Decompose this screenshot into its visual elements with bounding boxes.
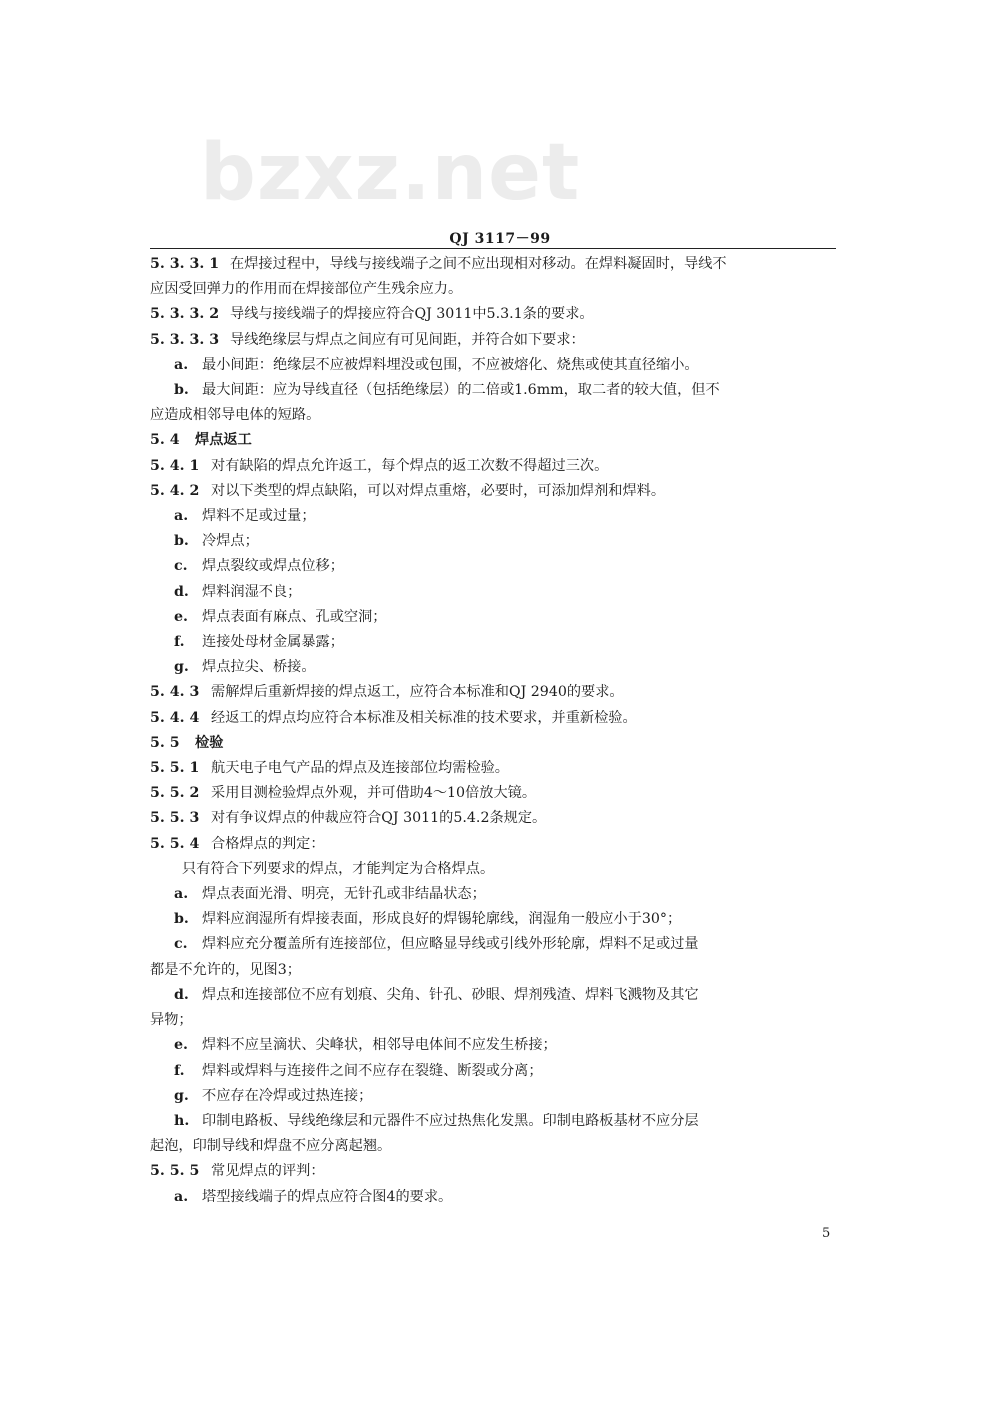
- line-text: 对有争议焊点的仲裁应符合QJ 3011的5.4.2条规定。: [211, 810, 547, 827]
- header-rule: [150, 248, 836, 249]
- clause-line: [150, 706, 840, 731]
- line-text: 最大间距：应为导线直径（包括绝缘层）的二倍或1.6mm，取二者的较大值，但不: [202, 382, 720, 399]
- clause-number: 5. 4. 4: [150, 709, 200, 726]
- list-letter: g.: [174, 659, 189, 676]
- clause-number: 5. 4. 1: [150, 457, 200, 474]
- clause-line: [150, 302, 840, 327]
- clause-number: 5. 5. 2: [150, 785, 200, 802]
- list-letter: a.: [174, 886, 189, 903]
- line-text: 常见焊点的评判：: [211, 1163, 325, 1180]
- clause-line: [150, 806, 840, 831]
- clause-line: [150, 328, 840, 353]
- line-text: 不应存在冷焊或过热连接；: [202, 1087, 373, 1104]
- clause-number: 5. 5. 4: [150, 835, 200, 852]
- line-text: 只有符合下列要求的焊点，才能判定为合格焊点。: [182, 860, 495, 877]
- clause-number: 5. 5: [150, 734, 180, 751]
- list-item: [150, 1033, 840, 1058]
- list-item: [150, 529, 840, 554]
- list-letter: d.: [174, 986, 189, 1003]
- clause-number: 5. 5. 3: [150, 810, 200, 827]
- clause-line: [150, 781, 840, 806]
- line-text: 经返工的焊点均应符合本标准及相关标准的技术要求，并重新检验。: [211, 709, 637, 726]
- line-text: 印制电路板、导线绝缘层和元器件不应过热焦化发黑。印制电路板基材不应分层: [202, 1112, 699, 1129]
- clause-line: [150, 479, 840, 504]
- list-letter: b.: [174, 382, 189, 399]
- clause-line: [150, 252, 840, 277]
- clause-number: 5. 3. 3. 2: [150, 306, 220, 323]
- list-letter: a.: [174, 508, 189, 525]
- list-item: [150, 630, 840, 655]
- line-text: 焊料应润湿所有焊接表面，形成良好的焊锡轮廓线，润湿角一般应小于30°；: [202, 911, 682, 928]
- list-letter: b.: [174, 911, 189, 928]
- clause-number: 5. 5. 1: [150, 760, 200, 777]
- list-item: [150, 504, 840, 529]
- list-letter: a.: [174, 356, 189, 373]
- line-text: 采用目测检验焊点外观，并可借助4～10倍放大镜。: [211, 785, 537, 802]
- list-letter: e.: [174, 1037, 188, 1054]
- clause-line: [150, 1159, 840, 1184]
- line-text: 对以下类型的焊点缺陷，可以对焊点重熔，必要时，可添加焊剂和焊料。: [211, 482, 666, 499]
- line-text: 航天电子电气产品的焊点及连接部位均需检验。: [211, 760, 509, 777]
- line-text: 异物；: [150, 1012, 193, 1029]
- line-text: 焊点和连接部位不应有划痕、尖角、针孔、砂眼、焊剂残渣、焊料飞溅物及其它: [202, 986, 699, 1003]
- list-letter: e.: [174, 608, 188, 625]
- document-body: [150, 252, 840, 1210]
- continuation-line: [150, 277, 840, 302]
- line-text: 焊点表面光滑、明亮，无针孔或非结晶状态；: [202, 886, 486, 903]
- list-item: [150, 1059, 840, 1084]
- line-text: 在焊接过程中，导线与接线端子之间不应出现相对移动。在焊料凝固时，导线不: [230, 256, 727, 272]
- line-text: 冷焊点；: [202, 533, 259, 550]
- list-item: [150, 907, 840, 932]
- line-text: 塔型接线端子的焊点应符合图4的要求。: [202, 1188, 453, 1205]
- continuation-line: [150, 1008, 840, 1033]
- line-text: 焊料润湿不良；: [202, 583, 302, 600]
- list-letter: g.: [174, 1087, 189, 1104]
- line-text: 最小间距：绝缘层不应被焊料埋没或包围，不应被熔化、烧焦或使其直径缩小。: [202, 356, 699, 373]
- continuation-line: [150, 403, 840, 428]
- line-text: 焊料应充分覆盖所有连接部位，但应略显导线或引线外形轮廓，焊料不足或过量: [202, 936, 699, 953]
- line-text: 起泡，印制导线和焊盘不应分离起翘。: [150, 1138, 392, 1155]
- line-text: 焊点裂纹或焊点位移；: [202, 558, 344, 575]
- continuation-line: [150, 857, 840, 882]
- list-item: [150, 983, 840, 1008]
- clause-number: 5. 4: [150, 432, 180, 449]
- standard-code-header: QJ 3117－99: [449, 231, 551, 247]
- watermark: bzxz.net: [200, 128, 581, 218]
- line-text: 应因受回弹力的作用而在焊接部位产生残余应力。: [150, 281, 463, 298]
- line-text: 焊点表面有麻点、孔或空洞；: [202, 608, 387, 625]
- line-text: 连接处母材金属暴露；: [202, 634, 344, 651]
- list-item: [150, 655, 840, 680]
- section-heading: [150, 428, 840, 453]
- list-item: [150, 580, 840, 605]
- line-text: 焊料或焊料与连接件之间不应存在裂缝、断裂或分离；: [202, 1062, 543, 1079]
- list-letter: c.: [174, 558, 188, 575]
- line-text: 应造成相邻导电体的短路。: [150, 407, 321, 424]
- clause-number: 5. 4. 3: [150, 684, 200, 701]
- heading-text: 检验: [195, 734, 224, 751]
- line-text: 都是不允许的，见图3；: [150, 961, 301, 978]
- list-item: [150, 932, 840, 957]
- clause-line: [150, 454, 840, 479]
- list-item: [150, 353, 840, 378]
- continuation-line: [150, 1134, 840, 1159]
- clause-number: 5. 4. 2: [150, 482, 200, 499]
- list-item: [150, 882, 840, 907]
- line-text: 导线与接线端子的焊接应符合QJ 3011中5.3.1条的要求。: [230, 306, 594, 323]
- clause-number: 5. 3. 3. 1: [150, 256, 220, 272]
- list-letter: a.: [174, 1188, 189, 1205]
- clause-line: [150, 680, 840, 705]
- list-item: [150, 1185, 840, 1210]
- list-letter: d.: [174, 583, 189, 600]
- list-letter: h.: [174, 1112, 190, 1129]
- list-item: [150, 378, 840, 403]
- list-item: [150, 1109, 840, 1134]
- continuation-line: [150, 958, 840, 983]
- line-text: 对有缺陷的焊点允许返工，每个焊点的返工次数不得超过三次。: [211, 457, 609, 474]
- clause-line: [150, 756, 840, 781]
- line-text: 焊料不足或过量；: [202, 508, 316, 525]
- list-item: [150, 605, 840, 630]
- section-heading: [150, 731, 840, 756]
- clause-number: 5. 5. 5: [150, 1163, 200, 1180]
- list-letter: f.: [174, 634, 185, 651]
- line-text: 焊点拉尖、桥接。: [202, 659, 316, 676]
- line-text: 合格焊点的判定：: [211, 835, 325, 852]
- line-text: 需解焊后重新焊接的焊点返工，应符合本标准和QJ 2940的要求。: [211, 684, 624, 701]
- list-letter: b.: [174, 533, 189, 550]
- list-letter: f.: [174, 1062, 185, 1079]
- line-text: 导线绝缘层与焊点之间应有可见间距，并符合如下要求：: [230, 331, 585, 348]
- list-item: [150, 554, 840, 579]
- page-number: 5: [822, 1226, 831, 1241]
- list-item: [150, 1084, 840, 1109]
- heading-text: 焊点返工: [195, 432, 252, 449]
- clause-number: 5. 3. 3. 3: [150, 331, 220, 348]
- list-letter: c.: [174, 936, 188, 953]
- line-text: 焊料不应呈滴状、尖峰状，相邻导电体间不应发生桥接；: [202, 1037, 557, 1054]
- clause-line: [150, 832, 840, 857]
